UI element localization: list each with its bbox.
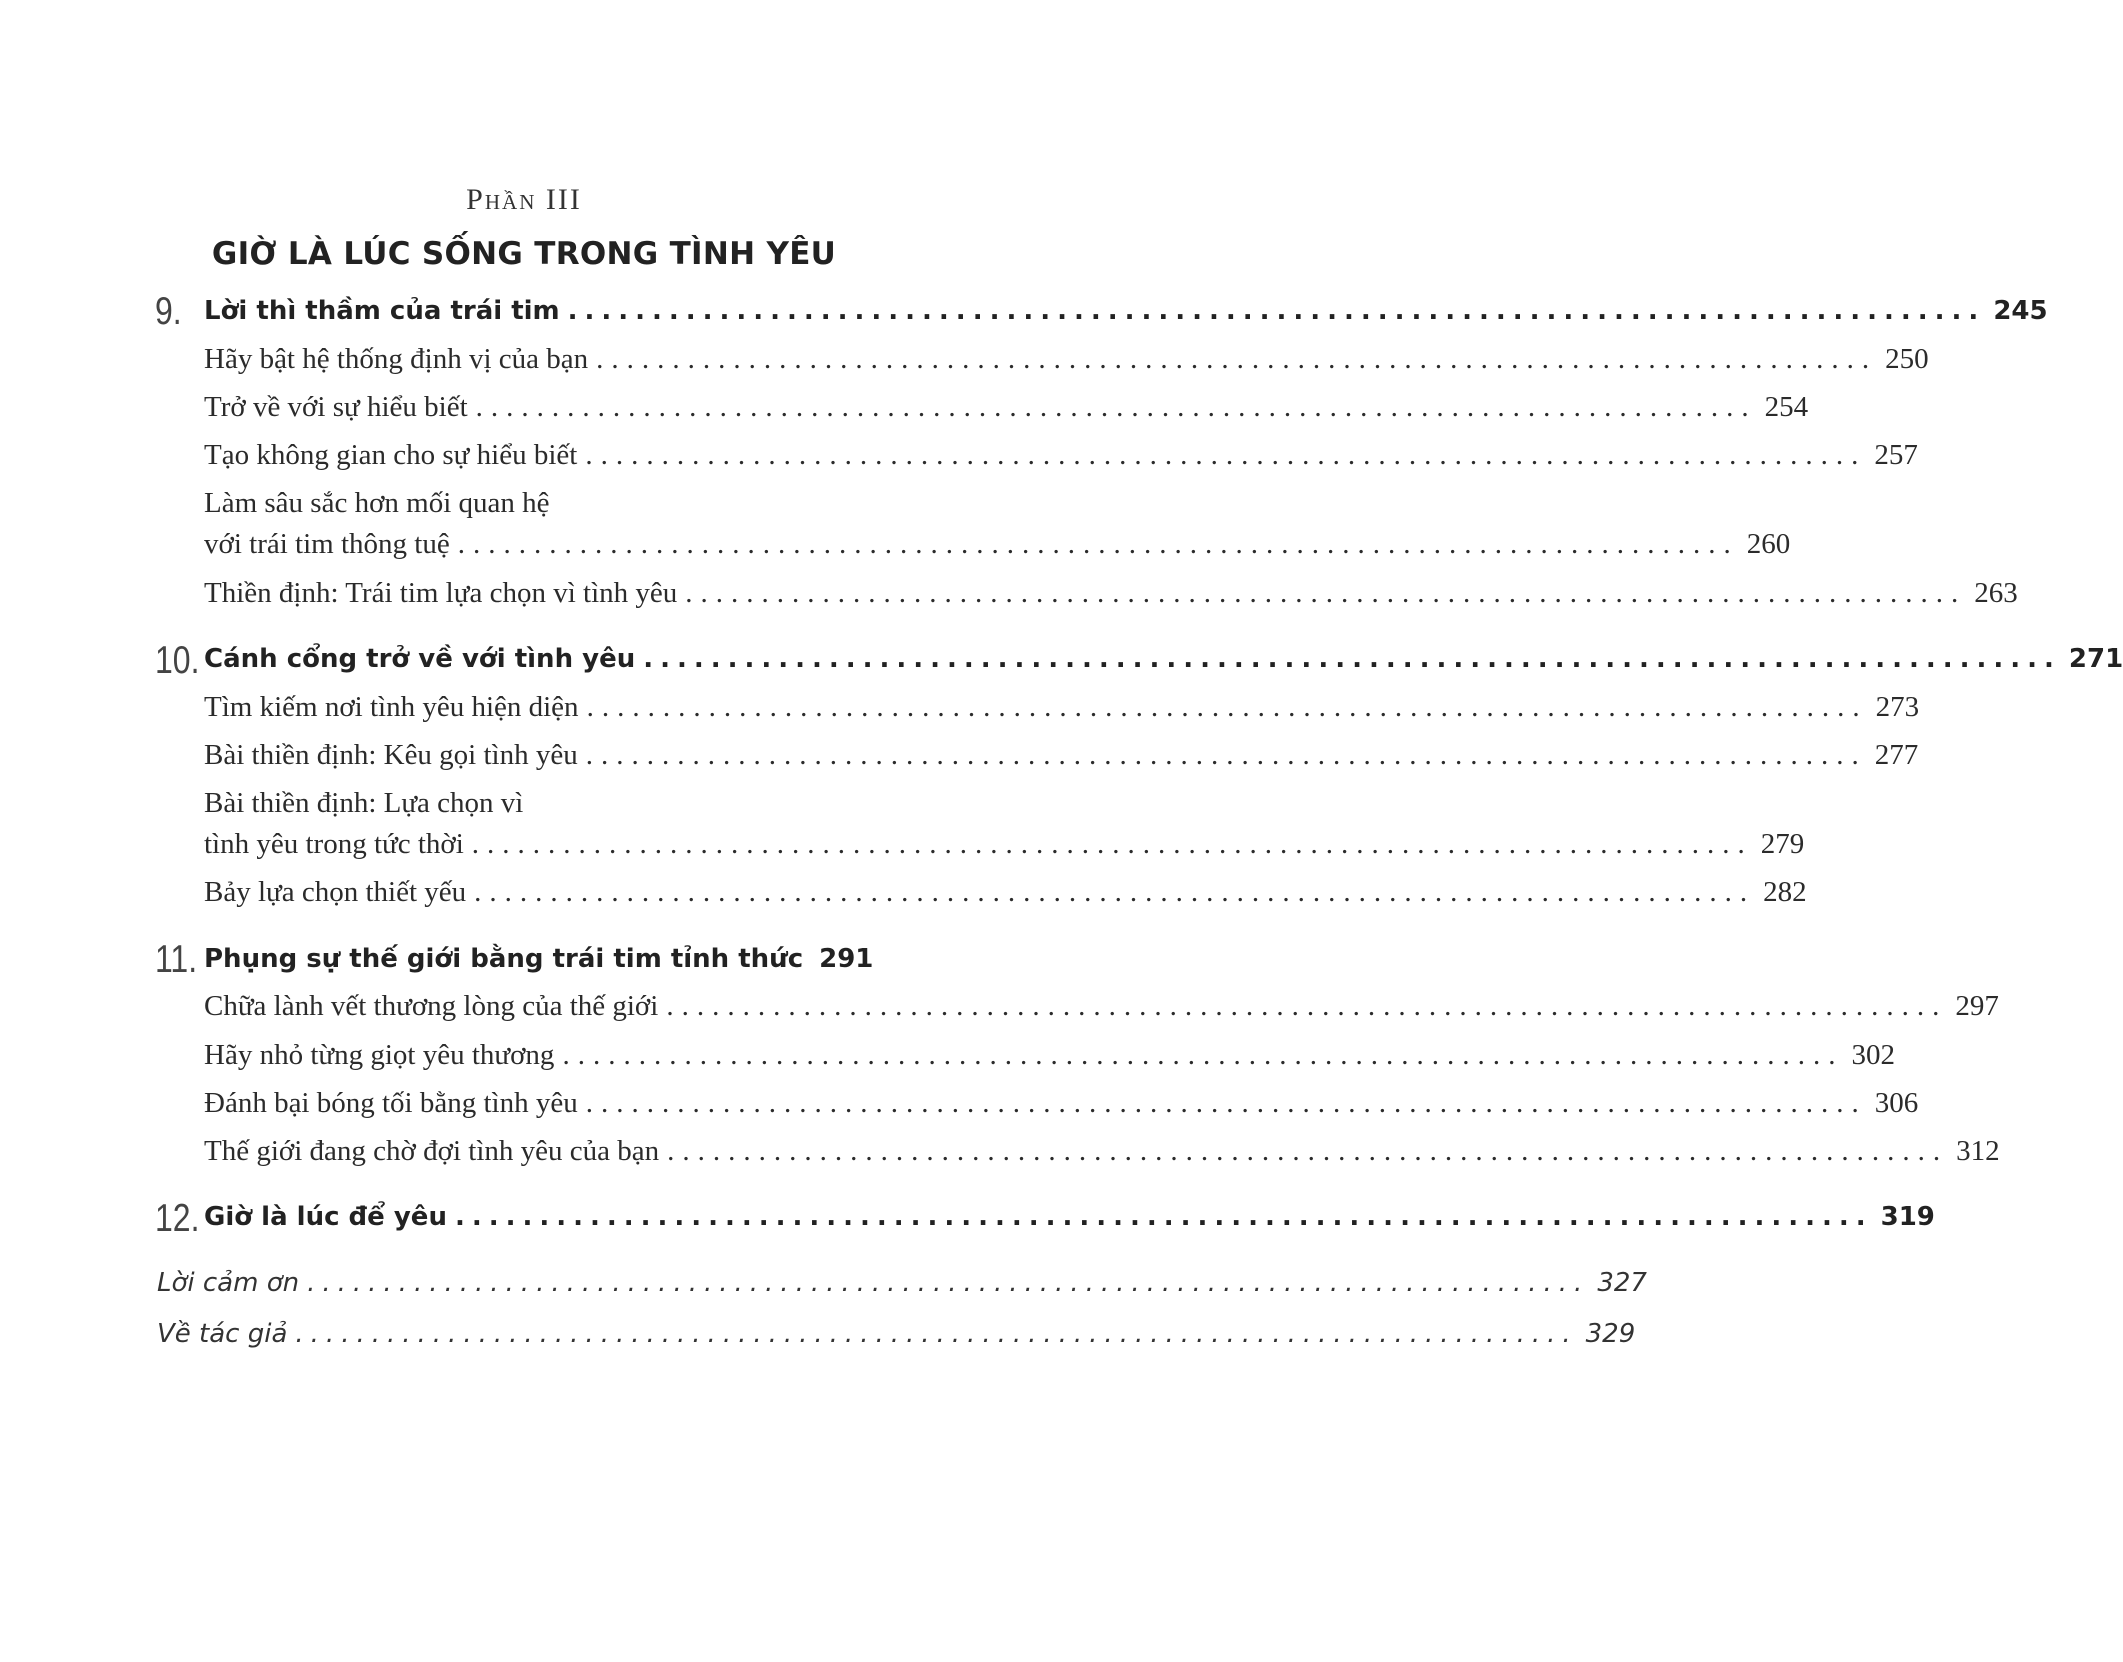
toc-chapter-entry[interactable] — [204, 296, 2048, 326]
dot-leader: .................................................................................... — [666, 990, 1948, 1022]
chapter-title: Phụng sự thế giới bằng trái tim tỉnh thức — [204, 944, 804, 974]
section-title-line1[interactable]: Làm sâu sắc hơn mối quan hệ — [204, 487, 550, 519]
toc-section-entry[interactable] — [204, 343, 1929, 376]
dot-leader: .................................................................................... — [596, 343, 1878, 375]
chapter-title: Lời thì thầm của trái tim — [204, 296, 560, 326]
page-number: 279 — [1760, 828, 1805, 860]
chapter-title: Giờ là lúc để yêu — [204, 1202, 447, 1232]
part-label: Phần III — [466, 183, 582, 216]
dot-leader: .................................................................................... — [475, 391, 1757, 423]
section-title: Tạo không gian cho sự hiểu biết — [204, 439, 578, 471]
toc-chapter-entry[interactable] — [204, 944, 874, 974]
toc-section-entry[interactable] — [204, 990, 1999, 1023]
section-title: Chữa lành vết thương lòng của thế giới — [204, 990, 659, 1022]
page-number: 329 — [1585, 1319, 1636, 1349]
toc-backmatter-entry[interactable] — [157, 1319, 1636, 1349]
page-number: 306 — [1874, 1087, 1919, 1119]
part-title: GIỜ LÀ LÚC SỐNG TRONG TÌNH YÊU — [211, 236, 837, 272]
page-number: 260 — [1746, 528, 1791, 560]
section-title: với trái tim thông tuệ — [204, 528, 450, 560]
section-title: Đánh bại bóng tối bằng tình yêu — [204, 1087, 578, 1119]
section-title: Bài thiền định: Kêu gọi tình yêu — [204, 739, 578, 771]
page-number: 257 — [1874, 439, 1918, 471]
dot-leader: .................................................................................... — [643, 644, 2061, 674]
page-number: 263 — [1974, 577, 2018, 609]
toc-section-entry[interactable] — [204, 391, 1809, 424]
dot-leader: .................................................................................... — [585, 1087, 1867, 1119]
page-number: 273 — [1875, 691, 1920, 723]
page-number: 319 — [1880, 1202, 1935, 1232]
section-title: Tìm kiếm nơi tình yêu hiện diện — [204, 691, 579, 723]
toc-section-entry[interactable] — [204, 528, 1791, 561]
backmatter-title: Lời cảm ơn — [157, 1268, 300, 1298]
section-title: Hãy nhỏ từng giọt yêu thương — [204, 1039, 555, 1071]
dot-leader: .................................................................................... — [585, 439, 1867, 471]
section-title: Hãy bật hệ thống định vị của bạn — [204, 343, 589, 375]
section-title: Thế giới đang chờ đợi tình yêu của bạn — [204, 1135, 660, 1167]
dot-leader: .................................................................................... — [685, 577, 1967, 609]
dot-leader: .................................................................................... — [667, 1135, 1949, 1167]
backmatter-title: Về tác giả — [157, 1319, 288, 1349]
chapter-number: 11. — [155, 938, 198, 981]
chapter-number: 12. — [155, 1197, 200, 1240]
page-number: 291 — [819, 944, 874, 974]
section-title: Thiền định: Trái tim lựa chọn vì tình yêu — [204, 577, 678, 609]
dot-leader: .................................................................................... — [586, 691, 1868, 723]
dot-leader: .................................................................................... — [471, 828, 1753, 860]
section-title: Trở về với sự hiểu biết — [204, 391, 468, 423]
page-number: 271 — [2068, 644, 2123, 674]
page-number: 327 — [1597, 1268, 1647, 1298]
toc-section-entry[interactable] — [204, 1039, 1895, 1072]
section-title-line1[interactable]: Bài thiền định: Lựa chọn vì — [204, 787, 524, 819]
dot-leader: .................................................................................... — [454, 1202, 1873, 1232]
toc-section-entry[interactable] — [204, 739, 1919, 772]
dot-leader: .................................................................................... — [457, 528, 1739, 560]
page-number: 245 — [1993, 296, 2048, 326]
dot-leader: .................................................................................... — [562, 1039, 1844, 1071]
chapter-title: Cánh cổng trở về với tình yêu — [204, 644, 636, 674]
dot-leader: .................................................................................... — [307, 1268, 1590, 1298]
chapter-number: 10. — [155, 639, 200, 682]
toc-section-entry[interactable] — [204, 876, 1807, 909]
toc-section-entry[interactable] — [204, 1135, 2000, 1168]
dot-leader: .................................................................................... — [567, 296, 1986, 326]
section-title: tình yêu trong tức thời — [204, 828, 464, 860]
toc-section-entry[interactable] — [204, 1087, 1919, 1120]
toc-section-entry[interactable] — [204, 577, 2018, 610]
page-number: 312 — [1956, 1135, 2000, 1167]
page-number: 282 — [1763, 876, 1807, 908]
page-number: 297 — [1955, 990, 1999, 1022]
toc-section-entry[interactable] — [204, 691, 1920, 724]
chapter-number: 9. — [155, 290, 182, 333]
toc-chapter-entry[interactable] — [204, 1202, 1935, 1232]
dot-leader: .................................................................................... — [585, 739, 1867, 771]
section-title: Bảy lựa chọn thiết yếu — [204, 876, 467, 908]
page-number: 302 — [1851, 1039, 1895, 1071]
toc-backmatter-entry[interactable] — [157, 1268, 1647, 1298]
dot-leader: .................................................................................... — [295, 1319, 1578, 1349]
page-number: 277 — [1874, 739, 1919, 771]
dot-leader: .................................................................................... — [474, 876, 1756, 908]
page-number: 250 — [1885, 343, 1929, 375]
toc-chapter-entry[interactable] — [204, 644, 2123, 674]
page-number: 254 — [1764, 391, 1809, 423]
toc-section-entry[interactable] — [204, 828, 1805, 861]
toc-section-entry[interactable] — [204, 439, 1918, 472]
